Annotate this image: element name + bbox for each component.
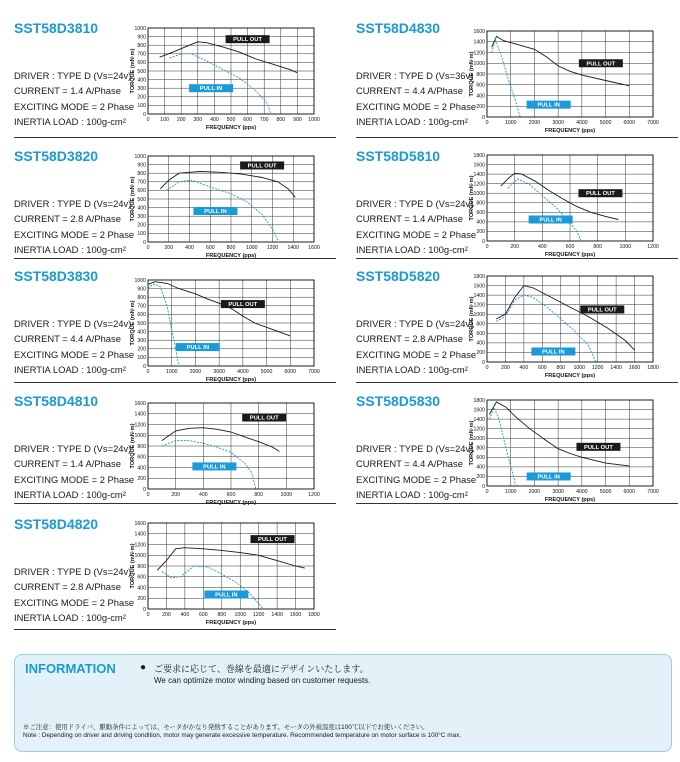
- pull-out-label: PULL OUT: [258, 537, 287, 544]
- pull-out-series-line: [160, 42, 298, 73]
- spec-inertia: INERTIA LOAD : 100g-cm²: [356, 116, 468, 128]
- panel-divider: [14, 137, 336, 138]
- x-tick-label: 200: [501, 365, 510, 371]
- x-axis-label: FREQUENCY (pps): [544, 252, 596, 258]
- torque-chart: [469, 397, 659, 506]
- pull-in-label: PULL IN: [537, 474, 560, 481]
- pull-in-label: PULL IN: [203, 464, 226, 471]
- y-axis-label: TORQUE (mN·m): [469, 420, 475, 466]
- x-tick-label: 400: [185, 245, 194, 251]
- pull-out-series-line: [162, 428, 280, 452]
- y-tick-label: 300: [137, 86, 146, 92]
- y-tick-label: 600: [137, 188, 146, 195]
- x-tick-label: 1600: [628, 365, 641, 371]
- y-tick-label: 400: [137, 329, 146, 336]
- spec-block: [356, 441, 476, 503]
- y-tick-label: 400: [476, 93, 485, 100]
- x-tick-label: 4000: [576, 120, 588, 126]
- x-tick-label: 0: [146, 369, 150, 375]
- spec-current: CURRENT = 2.8 A/Phase: [14, 213, 121, 225]
- y-tick-label: 1600: [134, 400, 146, 407]
- y-tick-label: 200: [476, 350, 485, 357]
- pull-in-series-line: [492, 40, 521, 117]
- pull-in-series-line: [170, 54, 271, 114]
- x-tick-label: 2000: [528, 120, 541, 126]
- y-axis-label: TORQUE (mN·m): [130, 300, 136, 346]
- model-title: SST58D5820: [356, 268, 441, 284]
- spec-mode: EXCITING MODE = 2 Phase: [356, 228, 477, 240]
- note-jp: ※ご注意：使用ドライバ、駆動条件によっては、モータがかなり発熱することがあります。モータの外被温度は100℃以下でお使いください。: [23, 724, 429, 731]
- y-tick-label: 1000: [134, 277, 146, 284]
- torque-chart: [469, 152, 659, 261]
- y-tick-label: 100: [137, 355, 146, 362]
- x-tick-label: 400: [210, 117, 219, 123]
- spec-inertia: INERTIA LOAD : 100g-cm²: [356, 489, 468, 501]
- pull-out-series-line: [489, 402, 629, 466]
- y-tick-label: 1600: [473, 407, 485, 414]
- spec-inertia: INERTIA LOAD : 100g-cm²: [356, 244, 468, 256]
- x-tick-label: 0: [485, 365, 489, 371]
- y-tick-label: 1800: [473, 397, 485, 404]
- x-tick-label: 2000: [528, 489, 541, 495]
- y-tick-label: 600: [476, 331, 485, 338]
- y-tick-label: 200: [137, 346, 146, 353]
- x-axis-label: FREQUENCY (pps): [205, 620, 257, 626]
- torque-chart: [130, 520, 320, 629]
- model-title: SST58D3810: [14, 20, 99, 36]
- x-tick-label: 300: [193, 117, 203, 123]
- x-tick-label: 0: [485, 244, 489, 250]
- spec-mode: EXCITING MODE = 2 Phase: [356, 100, 477, 112]
- y-tick-label: 600: [137, 454, 146, 461]
- spec-mode: EXCITING MODE = 2 Phase: [14, 100, 135, 112]
- spec-block: [14, 441, 134, 503]
- spec-inertia: INERTIA LOAD : 100g-cm²: [14, 116, 126, 128]
- x-axis-label: FREQUENCY (pps): [205, 125, 257, 131]
- x-tick-label: 800: [226, 245, 236, 251]
- y-tick-label: 800: [137, 563, 146, 570]
- x-tick-label: 6000: [284, 369, 297, 375]
- x-tick-label: 600: [226, 492, 236, 498]
- pull-in-label: PULL IN: [199, 86, 223, 93]
- spec-inertia: INERTIA LOAD : 100g-cm²: [14, 364, 126, 376]
- spec-current: CURRENT = 4.4 A/Phase: [14, 333, 121, 345]
- y-tick-label: 900: [137, 34, 146, 41]
- model-title: SST58D4830: [356, 20, 441, 36]
- spec-mode: EXCITING MODE = 2 Phase: [14, 473, 135, 485]
- y-tick-label: 1000: [473, 191, 485, 198]
- y-tick-label: 100: [137, 103, 146, 110]
- panel-divider: [356, 137, 678, 138]
- x-tick-label: 1400: [287, 245, 300, 251]
- spec-block: [356, 196, 476, 258]
- y-tick-label: 700: [137, 303, 146, 310]
- y-axis-label: TORQUE (mN·m): [130, 48, 136, 94]
- model-title: SST58D4810: [14, 393, 99, 409]
- y-tick-label: 500: [137, 68, 146, 75]
- x-tick-label: 1000: [165, 369, 178, 375]
- x-tick-label: 1200: [591, 365, 604, 371]
- y-tick-label: 1600: [473, 162, 485, 169]
- spec-current: CURRENT = 4.4 A/Phase: [356, 458, 463, 470]
- y-tick-label: 1400: [134, 531, 146, 538]
- pull-out-series-line: [160, 172, 295, 198]
- x-tick-label: 1200: [252, 612, 265, 618]
- y-tick-label: 200: [137, 596, 146, 603]
- x-tick-label: 0: [146, 245, 150, 251]
- x-tick-label: 5000: [260, 369, 273, 375]
- x-tick-label: 1000: [308, 117, 320, 123]
- y-tick-label: 0: [143, 111, 146, 118]
- x-tick-label: 2000: [189, 369, 202, 375]
- panel-divider: [356, 382, 678, 383]
- x-tick-label: 600: [205, 245, 215, 251]
- y-tick-label: 1000: [473, 61, 485, 68]
- y-tick-label: 900: [137, 162, 146, 169]
- y-tick-label: 400: [137, 585, 146, 592]
- spec-current: CURRENT = 1.4 A/Phase: [356, 213, 463, 225]
- spec-mode: EXCITING MODE = 2 Phase: [14, 596, 135, 608]
- y-tick-label: 1000: [134, 553, 146, 560]
- y-tick-label: 900: [137, 286, 146, 293]
- x-tick-label: 1600: [289, 612, 302, 618]
- information-text-jp: ご要求に応じて、巻線を最適にデザインいたします。: [154, 664, 369, 674]
- y-tick-label: 1000: [473, 312, 485, 319]
- y-tick-label: 800: [476, 71, 485, 78]
- y-tick-label: 300: [137, 214, 146, 220]
- pull-in-label: PULL IN: [215, 592, 238, 599]
- pull-out-label: PULL OUT: [249, 415, 279, 422]
- x-tick-label: 7000: [647, 489, 659, 495]
- note-en: Note : Depending on driver and driving condition, motor may generate excessive temperature. Recommended temperature on motor surface is 100°C max.: [23, 732, 462, 739]
- y-tick-label: 400: [137, 205, 146, 212]
- y-tick-label: 0: [482, 238, 485, 245]
- x-tick-label: 600: [199, 612, 208, 618]
- spec-inertia: INERTIA LOAD : 100g-cm²: [14, 612, 126, 624]
- model-title: SST58D5830: [356, 393, 441, 409]
- x-tick-label: 0: [146, 492, 150, 498]
- x-tick-label: 500: [226, 117, 236, 123]
- pull-out-label: PULL OUT: [587, 307, 617, 314]
- x-tick-label: 1000: [504, 489, 517, 495]
- spec-inertia: INERTIA LOAD : 100g-cm²: [14, 244, 126, 256]
- torque-chart: [469, 273, 659, 382]
- spec-driver: DRIVER : TYPE D (Vs=24v): [14, 566, 132, 577]
- y-tick-label: 0: [482, 483, 485, 490]
- x-tick-label: 200: [176, 117, 186, 123]
- model-title: SST58D3830: [14, 268, 99, 284]
- y-tick-label: 1800: [473, 152, 485, 159]
- y-tick-label: 0: [143, 363, 146, 370]
- y-tick-label: 800: [476, 445, 485, 452]
- y-tick-label: 1200: [134, 542, 146, 549]
- y-tick-label: 800: [137, 171, 146, 177]
- x-tick-label: 1000: [619, 244, 632, 250]
- x-tick-label: 1200: [308, 492, 320, 498]
- y-tick-label: 400: [476, 219, 485, 226]
- x-tick-label: 0: [485, 120, 489, 126]
- x-tick-label: 600: [243, 117, 252, 123]
- x-tick-label: 3000: [552, 120, 564, 126]
- spec-current: CURRENT = 2.8 A/Phase: [356, 333, 463, 345]
- y-tick-label: 400: [137, 465, 146, 472]
- y-tick-label: 1200: [473, 50, 485, 57]
- model-title: SST58D5810: [356, 148, 441, 164]
- information-box: [14, 654, 672, 752]
- pull-out-series-line: [157, 548, 305, 571]
- spec-current: CURRENT = 1.4 A/Phase: [14, 85, 121, 97]
- y-axis-label: TORQUE (mN·m): [469, 51, 475, 97]
- x-axis-label: FREQUENCY (pps): [205, 253, 257, 259]
- pull-out-label: PULL OUT: [586, 61, 616, 68]
- y-tick-label: 400: [137, 77, 146, 84]
- y-tick-label: 1200: [134, 422, 146, 429]
- y-tick-label: 500: [137, 320, 146, 327]
- y-tick-label: 1800: [473, 273, 485, 280]
- x-tick-label: 7000: [647, 120, 659, 126]
- y-tick-label: 800: [137, 295, 146, 301]
- torque-chart: [469, 28, 659, 137]
- y-tick-label: 800: [137, 43, 146, 49]
- x-axis-label: FREQUENCY (pps): [205, 377, 257, 383]
- x-tick-label: 3000: [552, 489, 564, 495]
- x-tick-label: 100: [160, 117, 169, 123]
- x-tick-label: 400: [519, 365, 529, 371]
- spec-driver: DRIVER : TYPE D (Vs=24v): [14, 70, 132, 81]
- x-tick-label: 6000: [623, 489, 636, 495]
- y-tick-label: 400: [476, 464, 485, 471]
- torque-chart: [130, 25, 320, 134]
- y-tick-label: 1400: [134, 411, 146, 418]
- x-tick-label: 900: [293, 117, 302, 123]
- y-axis-label: TORQUE (mN·m): [130, 543, 136, 589]
- y-tick-label: 700: [137, 51, 146, 58]
- x-axis-label: FREQUENCY (pps): [544, 128, 596, 134]
- y-tick-label: 300: [137, 338, 146, 344]
- y-tick-label: 1000: [134, 153, 146, 160]
- x-tick-label: 1200: [647, 244, 659, 250]
- spec-mode: EXCITING MODE = 2 Phase: [14, 348, 135, 360]
- y-tick-label: 200: [476, 104, 485, 111]
- x-tick-label: 4000: [237, 369, 249, 375]
- spec-driver: DRIVER : TYPE D (Vs=24v): [356, 443, 474, 454]
- spec-block: [14, 564, 134, 626]
- spec-block: [14, 196, 134, 258]
- y-tick-label: 600: [476, 210, 485, 217]
- y-tick-label: 1000: [134, 433, 146, 440]
- x-tick-label: 1800: [308, 612, 320, 618]
- spec-block: [14, 316, 134, 378]
- y-tick-label: 1400: [473, 39, 485, 46]
- x-tick-label: 5000: [599, 120, 612, 126]
- pull-in-label: PULL IN: [542, 349, 565, 356]
- spec-mode: EXCITING MODE = 2 Phase: [356, 473, 477, 485]
- y-tick-label: 1200: [473, 426, 485, 433]
- x-tick-label: 1000: [234, 612, 246, 618]
- spec-driver: DRIVER : TYPE D (Vs=24v): [14, 443, 132, 454]
- y-tick-label: 600: [137, 60, 146, 67]
- y-axis-label: TORQUE (mN·m): [130, 176, 136, 222]
- y-tick-label: 0: [143, 486, 146, 493]
- spec-driver: DRIVER : TYPE D (Vs=24v): [356, 318, 474, 329]
- y-axis-label: TORQUE (mN·m): [469, 175, 475, 221]
- model-title: SST58D3820: [14, 148, 99, 164]
- y-tick-label: 1000: [134, 25, 146, 32]
- spec-block: [356, 68, 476, 130]
- y-tick-label: 500: [137, 196, 146, 203]
- x-tick-label: 1000: [573, 365, 585, 371]
- y-tick-label: 700: [137, 179, 146, 186]
- x-tick-label: 1800: [647, 365, 659, 371]
- spec-mode: EXCITING MODE = 2 Phase: [356, 348, 477, 360]
- torque-chart: [130, 400, 320, 509]
- x-tick-label: 800: [217, 612, 227, 618]
- pull-out-label: PULL OUT: [585, 191, 615, 198]
- x-tick-label: 700: [259, 117, 269, 123]
- x-tick-label: 200: [171, 492, 180, 498]
- pull-in-series-line: [148, 284, 179, 366]
- y-tick-label: 0: [143, 239, 146, 246]
- y-tick-label: 1400: [473, 416, 485, 423]
- bullet-icon: ●: [140, 662, 147, 673]
- y-tick-label: 1600: [473, 28, 485, 35]
- spec-block: [14, 68, 134, 130]
- y-tick-label: 800: [137, 443, 146, 450]
- x-tick-label: 1000: [504, 120, 517, 126]
- y-axis-label: TORQUE (mN·m): [130, 423, 136, 469]
- y-tick-label: 600: [137, 312, 146, 319]
- pull-in-label: PULL IN: [539, 217, 562, 224]
- x-tick-label: 800: [593, 244, 602, 250]
- y-tick-label: 600: [476, 455, 485, 462]
- y-tick-label: 100: [137, 231, 146, 238]
- information-text-en: We can optimize motor winding based on customer requests.: [154, 676, 371, 685]
- panel-divider: [14, 629, 336, 630]
- y-tick-label: 0: [482, 359, 485, 366]
- x-tick-label: 0: [485, 489, 489, 495]
- x-tick-label: 1000: [280, 492, 293, 498]
- x-tick-label: 800: [254, 492, 263, 498]
- pull-out-label: PULL OUT: [584, 444, 613, 451]
- x-axis-label: FREQUENCY (pps): [205, 500, 257, 506]
- x-tick-label: 200: [510, 244, 519, 250]
- x-tick-label: 0: [146, 117, 150, 123]
- y-tick-label: 1600: [134, 520, 146, 527]
- y-tick-label: 800: [476, 200, 485, 207]
- x-tick-label: 1600: [308, 245, 320, 251]
- pull-in-label: PULL IN: [537, 102, 560, 109]
- x-tick-label: 1400: [271, 612, 283, 618]
- x-tick-label: 400: [180, 612, 190, 618]
- y-tick-label: 200: [137, 222, 146, 229]
- x-tick-label: 600: [565, 244, 575, 250]
- x-tick-label: 1000: [245, 245, 258, 251]
- x-tick-label: 3000: [213, 369, 225, 375]
- spec-inertia: INERTIA LOAD : 100g-cm²: [356, 364, 468, 376]
- y-tick-label: 200: [137, 476, 146, 483]
- pull-in-label: PULL IN: [186, 345, 210, 352]
- spec-mode: EXCITING MODE = 2 Phase: [14, 228, 135, 240]
- spec-driver: DRIVER : TYPE D (Vs=24v): [14, 318, 132, 329]
- x-axis-label: FREQUENCY (pps): [544, 373, 596, 379]
- pull-out-label: PULL OUT: [228, 302, 258, 309]
- y-tick-label: 1600: [473, 283, 485, 290]
- y-tick-label: 400: [476, 340, 485, 347]
- spec-current: CURRENT = 4.4 A/Phase: [356, 85, 463, 97]
- y-tick-label: 200: [137, 94, 146, 101]
- x-tick-label: 5000: [599, 489, 612, 495]
- y-tick-label: 600: [137, 574, 146, 581]
- torque-chart: [130, 153, 320, 262]
- y-tick-label: 0: [143, 606, 146, 613]
- x-axis-label: FREQUENCY (pps): [544, 497, 596, 503]
- y-tick-label: 0: [482, 114, 485, 121]
- spec-inertia: INERTIA LOAD : 100g-cm²: [14, 489, 126, 501]
- x-tick-label: 800: [556, 365, 566, 371]
- spec-block: [356, 316, 476, 378]
- x-tick-label: 1400: [610, 365, 622, 371]
- x-tick-label: 6000: [623, 120, 636, 126]
- y-tick-label: 1000: [473, 436, 485, 443]
- pull-out-label: PULL OUT: [233, 37, 263, 44]
- x-tick-label: 400: [199, 492, 208, 498]
- model-title: SST58D4820: [14, 516, 99, 532]
- pull-in-label: PULL IN: [204, 209, 227, 216]
- y-tick-label: 600: [476, 82, 485, 89]
- x-tick-label: 1200: [266, 245, 279, 251]
- spec-driver: DRIVER : TYPE D (Vs=24v): [14, 198, 132, 209]
- x-tick-label: 200: [162, 612, 171, 618]
- x-tick-label: 4000: [576, 489, 588, 495]
- y-tick-label: 200: [476, 229, 485, 236]
- information-title: INFORMATION: [25, 661, 116, 676]
- spec-driver: DRIVER : TYPE D (Vs=36v): [356, 70, 474, 81]
- x-tick-label: 7000: [308, 369, 320, 375]
- y-tick-label: 1200: [473, 302, 485, 309]
- x-tick-label: 800: [276, 117, 286, 123]
- y-tick-label: 1400: [473, 171, 485, 178]
- y-tick-label: 1400: [473, 292, 485, 299]
- pull-out-label: PULL OUT: [247, 163, 277, 170]
- torque-chart: [130, 277, 320, 386]
- y-tick-label: 1200: [473, 181, 485, 188]
- spec-current: CURRENT = 1.4 A/Phase: [14, 458, 121, 470]
- x-tick-label: 400: [538, 244, 547, 250]
- y-tick-label: 800: [476, 321, 485, 328]
- spec-driver: DRIVER : TYPE D (Vs=24v): [356, 198, 474, 209]
- spec-current: CURRENT = 2.8 A/Phase: [14, 581, 121, 593]
- y-axis-label: TORQUE (mN·m): [469, 296, 475, 342]
- y-tick-label: 200: [476, 474, 485, 481]
- x-tick-label: 600: [538, 365, 547, 371]
- x-tick-label: 200: [164, 245, 174, 251]
- x-tick-label: 0: [146, 612, 150, 618]
